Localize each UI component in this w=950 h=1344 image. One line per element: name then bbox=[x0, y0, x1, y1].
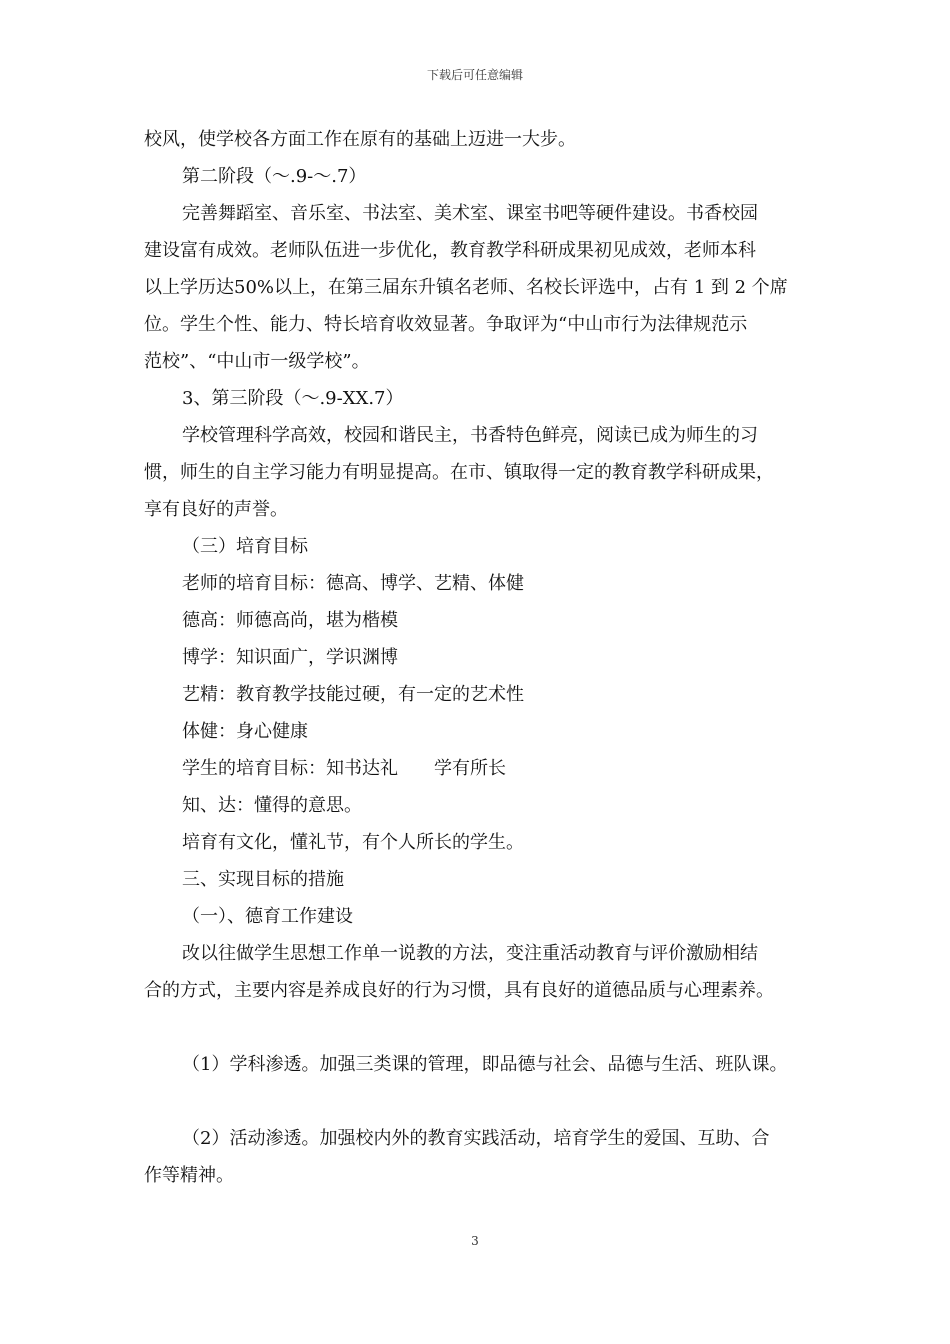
paragraph-line: 合的方式，主要内容是养成良好的行为习惯，具有良好的道德品质与心理素养。 bbox=[144, 980, 774, 1001]
blank-line bbox=[144, 1009, 824, 1046]
page-number: 3 bbox=[471, 1234, 479, 1248]
paragraph-line: 博学：知识面广，学识渊博 bbox=[182, 647, 398, 668]
paragraph-line: 完善舞蹈室、音乐室、书法室、美术室、课室书吧等硬件建设。书香校园 bbox=[182, 203, 758, 224]
paragraph-line: 德高：师德高尚，堪为楷模 bbox=[182, 610, 398, 631]
paragraph-line: 知、达：懂得的意思。 bbox=[182, 795, 362, 816]
paragraph-line: （1）学科渗透。加强三类课的管理，即品德与社会、品德与生活、班队课。 bbox=[182, 1054, 788, 1075]
paragraph-line: 校风，使学校各方面工作在原有的基础上迈进一大步。 bbox=[144, 129, 576, 150]
paragraph-line: 享有良好的声誉。 bbox=[144, 499, 288, 520]
page-header: 下载后可任意编辑 bbox=[426, 68, 523, 82]
paragraph-line: 作等精神。 bbox=[144, 1165, 234, 1186]
paragraph-line: 惯，师生的自主学习能力有明显提高。在市、镇取得一定的教育教学科研成果， bbox=[144, 462, 774, 483]
paragraph-line: 学校管理科学高效，校园和谐民主，书香特色鲜亮，阅读已成为师生的习 bbox=[182, 425, 758, 446]
paragraph-line: 老师的培育目标：德高、博学、艺精、体健 bbox=[182, 573, 524, 594]
paragraph-line: 建设富有成效。老师队伍进一步优化，教育教学科研成果初见成效，老师本科 bbox=[144, 240, 756, 261]
blank-line bbox=[144, 1083, 824, 1120]
section-heading: （三）培育目标 bbox=[182, 536, 308, 557]
paragraph-line: 培育有文化，懂礼节，有个人所长的学生。 bbox=[182, 832, 524, 853]
paragraph-line: 以上学历达50%以上，在第三届东升镇名老师、名校长评选中，占有 1 到 2 个席 bbox=[144, 277, 788, 298]
paragraph-line: 体健：身心健康 bbox=[182, 721, 308, 742]
section-heading: 3、第三阶段（～.9-XX.7） bbox=[182, 388, 404, 409]
paragraph-line: 范校”、“中山市一级学校”。 bbox=[144, 351, 370, 372]
paragraph-line: 学生的培育目标：知书达礼 学有所长 bbox=[182, 758, 506, 779]
document-body bbox=[144, 121, 824, 1194]
paragraph-line: 艺精：教育教学技能过硬，有一定的艺术性 bbox=[182, 684, 524, 705]
section-heading: 第二阶段（～.9-～.7） bbox=[182, 166, 367, 187]
paragraph-line: 改以往做学生思想工作单一说教的方法，变注重活动教育与评价激励相结 bbox=[182, 943, 758, 964]
section-heading: 三、实现目标的措施 bbox=[182, 869, 344, 890]
section-heading: （一）、德育工作建设 bbox=[182, 906, 353, 927]
paragraph-line: 位。学生个性、能力、特长培育收效显著。争取评为“中山市行为法律规范示 bbox=[144, 314, 748, 335]
paragraph-line: （2）活动渗透。加强校内外的教育实践活动，培育学生的爱国、互助、合 bbox=[182, 1128, 770, 1149]
